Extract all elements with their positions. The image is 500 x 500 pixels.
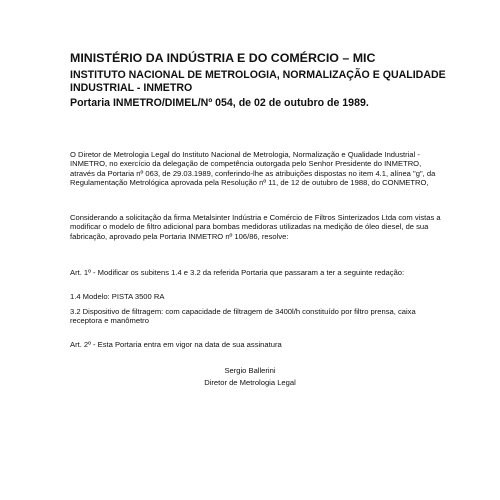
institute-heading: INSTITUTO NACIONAL DE METROLOGIA, NORMALIZAÇÃO E QUALIDADE INDUSTRIAL - INMETRO: [70, 69, 446, 94]
article-1-paragraph: Art. 1º - Modificar os subitens 1.4 e 3.2 da referida Portaria que passaram a ter a seguinte redação:: [70, 268, 405, 277]
portaria-heading: Portaria INMETRO/DIMEL/Nº 054, de 02 de outubro de 1989.: [70, 97, 369, 109]
preamble-paragraph: O Diretor de Metrologia Legal do Instituto Nacional de Metrologia, Normalização e Qualidade Industrial -INMETRO, no exercício da delegação de competência outorgada pelo Senhor Presidente do INMETRO, através da Portaria nº 063, de 29.03.1989, conferindo-lhe as atribuições dispostas no item 4.1, alínea "g", da Regulamentação Metrológica aprovada pela Resolução nº 11, de 12 de outubro de 1988, do CONMETRO,: [70, 150, 436, 188]
considering-paragraph: Considerando a solicitação da firma Metalsinter Indústria e Comércio de Filtros Sinterizados Ltda com vistas a modificar o modelo de filtro adicional para bombas medidoras utilizadas na medição de óleo diesel, de sua fabricação, aprovado pela Portaria INMETRO nº 106/86, resolve:: [70, 213, 441, 241]
article-2-paragraph: Art. 2º - Esta Portaria entra em vigor na data de sua assinatura: [70, 340, 282, 349]
item-3-2-paragraph: 3.2 Dispositivo de filtragem: com capacidade de filtragem de 3400l/h constituído por filtro prensa, caixa receptora e manômetro: [70, 307, 416, 326]
signatory-title: Diretor de Metrologia Legal: [204, 378, 296, 387]
signatory-name: Sergio Ballerini: [224, 366, 276, 375]
ministry-heading: MINISTÉRIO DA INDÚSTRIA E DO COMÉRCIO – MIC: [70, 51, 376, 65]
item-1-4-paragraph: 1.4 Modelo: PISTA 3500 RA: [70, 292, 165, 301]
document-header: [70, 51, 450, 110]
signature-block: [160, 365, 340, 389]
